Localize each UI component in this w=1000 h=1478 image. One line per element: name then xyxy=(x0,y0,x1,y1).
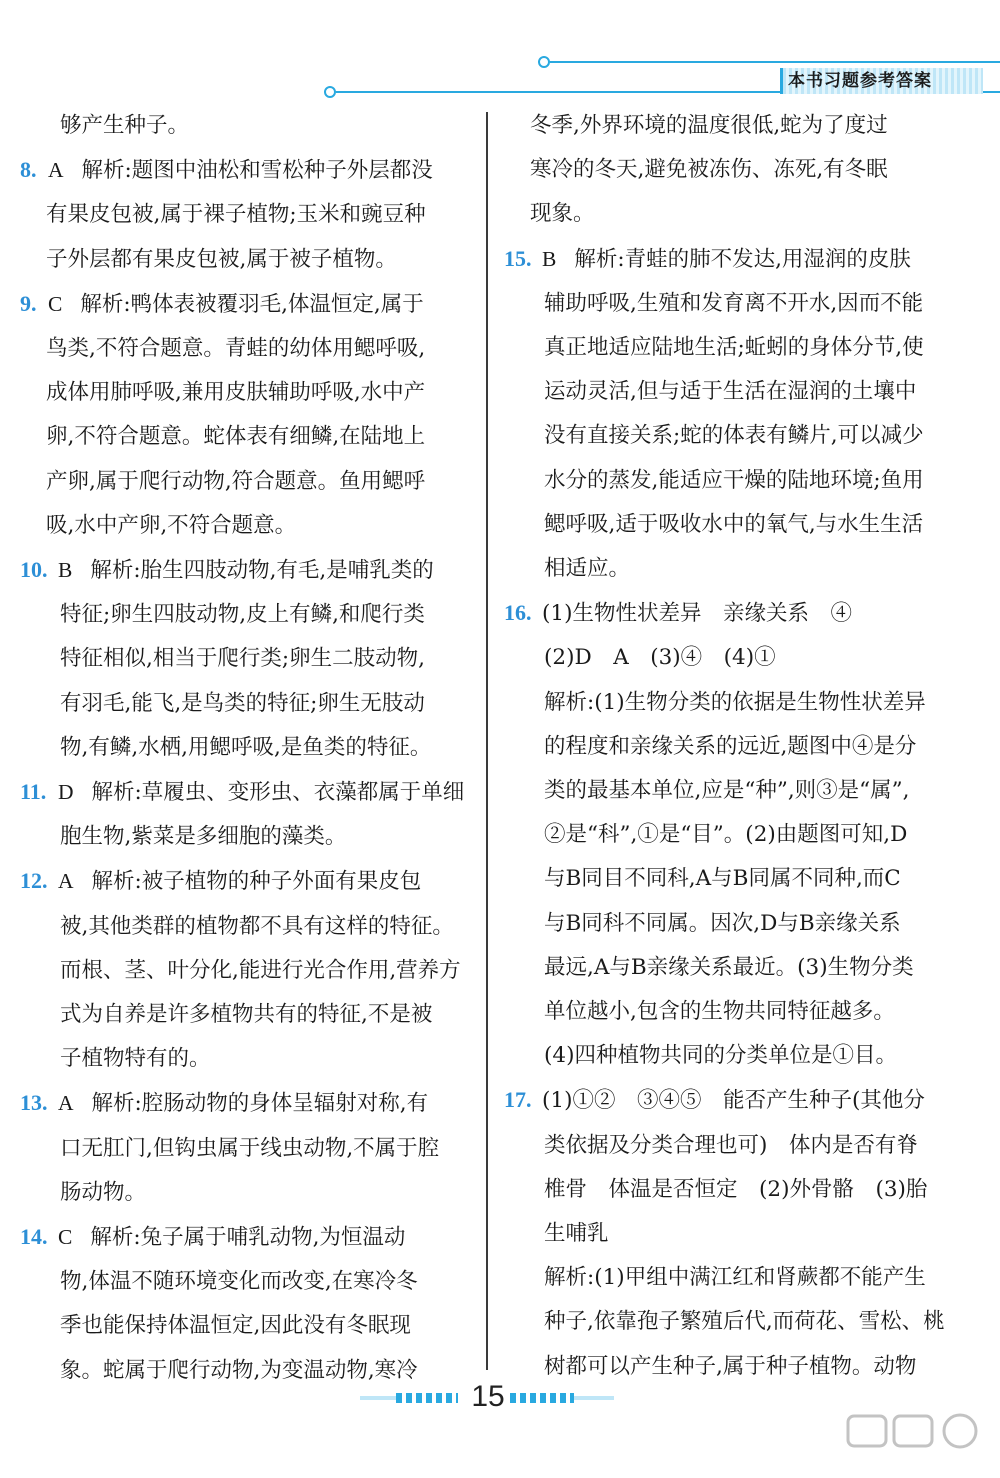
text-content: 树都可以产生种子,属于种子植物。动物 xyxy=(544,1353,917,1379)
header-ornament-dot xyxy=(324,86,336,98)
text-line xyxy=(20,637,476,681)
text-line xyxy=(20,415,476,459)
text-content: 特征;卵生四肢动物,皮上有鳞,和爬行类 xyxy=(60,602,425,628)
text-content: 水分的蒸发,能适应干燥的陆地环境;鱼用 xyxy=(544,467,924,493)
text-content: 现象。 xyxy=(530,201,595,227)
text-line xyxy=(20,993,476,1037)
footer-ornament-right xyxy=(510,1393,574,1403)
text-line xyxy=(504,769,964,813)
text-line xyxy=(504,1345,964,1389)
text-line xyxy=(20,1215,476,1260)
answer-item xyxy=(20,770,476,859)
text-content: 子植物特有的。 xyxy=(60,1046,211,1072)
text-content: 口无肛门,但钩虫属于线虫动物,不属于腔 xyxy=(60,1135,440,1161)
text-line xyxy=(20,148,476,193)
question-number: 11. xyxy=(20,779,47,805)
header-title: 本书习题参考答案 xyxy=(788,71,932,91)
text-line xyxy=(20,1127,476,1171)
answer-item xyxy=(504,104,964,237)
text-content: (1)①② ③④⑤ 能否产生种子(其他分 xyxy=(542,1088,925,1114)
answer-choice: D xyxy=(58,780,74,805)
text-line xyxy=(20,1349,476,1393)
answer-item xyxy=(20,859,476,1081)
answer-item xyxy=(20,1081,476,1215)
text-line xyxy=(504,104,964,148)
text-line xyxy=(504,237,964,282)
text-line xyxy=(20,1304,476,1348)
text-content: 解析:(1)生物分类的依据是生物性状差异 xyxy=(544,689,926,715)
text-line xyxy=(20,815,476,859)
text-content: 真正地适应陆地生活;蚯蚓的身体分节,使 xyxy=(544,335,924,361)
text-line xyxy=(504,414,964,458)
text-content: 解析:胎生四肢动物,有毛,是哺乳类的 xyxy=(90,558,434,584)
text-content: 鳃呼吸,适于吸收水中的氧气,与水生生活 xyxy=(544,511,924,537)
text-line xyxy=(504,192,964,236)
text-line xyxy=(504,1212,964,1256)
text-content: 胞生物,紫菜是多细胞的藻类。 xyxy=(60,824,347,850)
answer-item xyxy=(504,1078,964,1388)
answer-item xyxy=(20,548,476,770)
text-content: 特征相似,相当于爬行类;卵生二肢动物, xyxy=(60,646,425,672)
text-content: 的程度和亲缘关系的远近,题图中④是分 xyxy=(544,733,917,759)
text-line xyxy=(20,949,476,993)
text-line xyxy=(504,326,964,370)
text-content: 没有直接关系;蛇的体表有鳞片,可以减少 xyxy=(544,423,924,449)
text-line xyxy=(20,682,476,726)
text-line xyxy=(504,902,964,946)
text-line xyxy=(20,193,476,237)
text-content: 解析:青蛙的肺不发达,用湿润的皮肤 xyxy=(574,246,911,272)
text-content: 解析:腔肠动物的身体呈辐射对称,有 xyxy=(91,1091,429,1117)
text-line xyxy=(20,282,476,327)
text-line xyxy=(20,327,476,371)
text-line xyxy=(20,593,476,637)
text-content: 运动灵活,但与适于生活在湿润的土壤中 xyxy=(544,379,917,405)
text-line xyxy=(504,1124,964,1168)
text-line xyxy=(504,503,964,547)
footer-ornament-left-fade xyxy=(360,1396,396,1400)
text-line xyxy=(504,1300,964,1344)
text-content: 被,其他类群的植物都不具有这样的特征。 xyxy=(60,913,454,939)
text-line xyxy=(20,905,476,949)
answer-choice: C xyxy=(48,291,63,316)
question-number: 12. xyxy=(20,868,48,894)
question-number: 14. xyxy=(20,1224,48,1250)
text-content: 成体用肺呼吸,兼用皮肤辅助呼吸,水中产 xyxy=(46,380,426,406)
answer-choice: A xyxy=(58,1091,74,1116)
text-content: 子外层都有果皮包被,属于被子植物。 xyxy=(46,246,397,272)
text-line xyxy=(504,813,964,857)
text-content: 解析:题图中油松和雪松种子外层都没 xyxy=(81,158,433,184)
question-number: 17. xyxy=(504,1087,532,1113)
text-line xyxy=(504,459,964,503)
text-content: (1)生物性状差异 亲缘关系 ④ xyxy=(542,601,852,627)
text-content: 生哺乳 xyxy=(544,1221,609,1247)
answer-item xyxy=(504,237,964,592)
text-content: 肠动物。 xyxy=(60,1179,147,1205)
text-content: 解析:鸭体表被覆羽毛,体温恒定,属于 xyxy=(80,291,424,317)
text-content: 够产生种子。 xyxy=(60,113,190,138)
footer-ornament-right-fade xyxy=(574,1396,614,1400)
text-line xyxy=(504,1034,964,1078)
text-content: 物,体温不随环境变化而改变,在寒冷冬 xyxy=(60,1269,418,1295)
text-content: 种子,依靠孢子繁殖后代,而荷花、雪松、桃 xyxy=(544,1309,945,1335)
left-column xyxy=(20,104,476,1393)
answer-item xyxy=(20,148,476,282)
text-line xyxy=(504,857,964,901)
text-content: 解析:草履虫、变形虫、衣藻都属于单细 xyxy=(91,780,465,806)
text-content: 解析:被子植物的种子外面有果皮包 xyxy=(91,869,422,895)
text-content: 寒冷的冬天,避免被冻伤、冻死,有冬眠 xyxy=(530,157,888,183)
question-number: 13. xyxy=(20,1090,48,1116)
text-content: 物,有鳞,水栖,用鳃呼吸,是鱼类的特征。 xyxy=(60,734,432,760)
question-number: 16. xyxy=(504,600,532,626)
text-content: ②是“科”,①是“目”。(2)由题图可知,D xyxy=(544,822,908,848)
header-rule-top xyxy=(550,61,1000,63)
text-content: 吸,水中产卵,不符合题意。 xyxy=(46,512,297,538)
text-content: 有果皮包被,属于裸子植物;玉米和豌豆种 xyxy=(46,202,426,228)
text-line xyxy=(504,636,964,680)
text-content: 季也能保持体温恒定,因此没有冬眠现 xyxy=(60,1313,411,1339)
text-content: 有羽毛,能飞,是鸟类的特征;卵生无肢动 xyxy=(60,690,425,716)
text-content: 与B同目不同科,A与B同属不同种,而C xyxy=(544,866,901,892)
question-number: 8. xyxy=(20,157,37,183)
text-content: 卵,不符合题意。蛇体表有细鳞,在陆地上 xyxy=(46,424,426,450)
text-line xyxy=(20,460,476,504)
text-line xyxy=(504,591,964,636)
text-line xyxy=(20,238,476,282)
text-line xyxy=(20,104,476,148)
text-line xyxy=(504,725,964,769)
text-content: 椎骨 体温是否恒定 (2)外骨骼 (3)胎 xyxy=(544,1176,928,1202)
text-line xyxy=(504,681,964,725)
text-line xyxy=(20,1037,476,1081)
text-line xyxy=(20,1260,476,1304)
text-content: (2)D A (3)④ (4)① xyxy=(544,645,776,671)
answer-choice: B xyxy=(58,558,73,583)
header-ornament-dot xyxy=(538,56,550,68)
answer-choice: B xyxy=(542,246,557,271)
text-line xyxy=(504,148,964,192)
answer-item xyxy=(504,591,964,1078)
watermark-logo xyxy=(844,1412,984,1468)
page-number: 15 xyxy=(471,1380,505,1413)
text-line xyxy=(20,859,476,904)
text-content: 鸟类,不符合题意。青蛙的幼体用鳃呼吸, xyxy=(46,336,426,362)
text-line xyxy=(504,1256,964,1300)
text-content: 类依据及分类合理也可) 体内是否有脊 xyxy=(544,1132,918,1158)
text-line xyxy=(504,370,964,414)
text-content: 辅助呼吸,生殖和发育离不开水,因而不能 xyxy=(544,290,924,316)
text-line xyxy=(504,1168,964,1212)
answer-item xyxy=(20,1215,476,1393)
text-content: 最远,A与B亲缘关系最近。(3)生物分类 xyxy=(544,954,914,980)
text-line xyxy=(504,946,964,990)
answer-item xyxy=(20,282,476,548)
column-divider xyxy=(486,112,488,1370)
question-number: 9. xyxy=(20,290,37,316)
text-line xyxy=(20,548,476,593)
text-content: 冬季,外界环境的温度很低,蛇为了度过 xyxy=(530,113,888,138)
answer-choice: A xyxy=(58,869,74,894)
text-content: 与B同科不同属。因次,D与B亲缘关系 xyxy=(544,910,901,936)
text-line xyxy=(504,547,964,591)
text-line xyxy=(20,726,476,770)
text-line xyxy=(20,371,476,415)
answer-choice: C xyxy=(58,1225,73,1250)
text-content: 解析:(1)甲组中满江红和肾蕨都不能产生 xyxy=(544,1265,926,1291)
text-line xyxy=(504,1078,964,1123)
text-line xyxy=(20,504,476,548)
text-content: 产卵,属于爬行动物,符合题意。鱼用鳃呼 xyxy=(46,468,426,494)
text-line xyxy=(20,1081,476,1126)
text-content: 相适应。 xyxy=(544,556,631,582)
text-line xyxy=(20,770,476,815)
text-line xyxy=(504,282,964,326)
text-content: 象。蛇属于爬行动物,为变温动物,寒冷 xyxy=(60,1357,418,1383)
text-content: 单位越小,包含的生物共同特征越多。 xyxy=(544,999,895,1025)
text-content: 类的最基本单位,应是“种”,则③是“属”, xyxy=(544,778,910,804)
text-content: 式为自养是许多植物共有的特征,不是被 xyxy=(60,1002,433,1028)
question-number: 15. xyxy=(504,245,532,271)
answer-item xyxy=(20,104,476,148)
text-line xyxy=(504,990,964,1034)
text-line xyxy=(20,1171,476,1215)
text-content: 而根、茎、叶分化,能进行光合作用,营养方 xyxy=(60,957,461,983)
footer-ornament-left xyxy=(396,1393,458,1403)
question-number: 10. xyxy=(20,557,48,583)
answer-choice: A xyxy=(48,158,64,183)
text-content: 解析:兔子属于哺乳动物,为恒温动 xyxy=(90,1225,406,1251)
right-column xyxy=(504,104,964,1389)
text-content: (4)四种植物共同的分类单位是①目。 xyxy=(544,1043,897,1069)
